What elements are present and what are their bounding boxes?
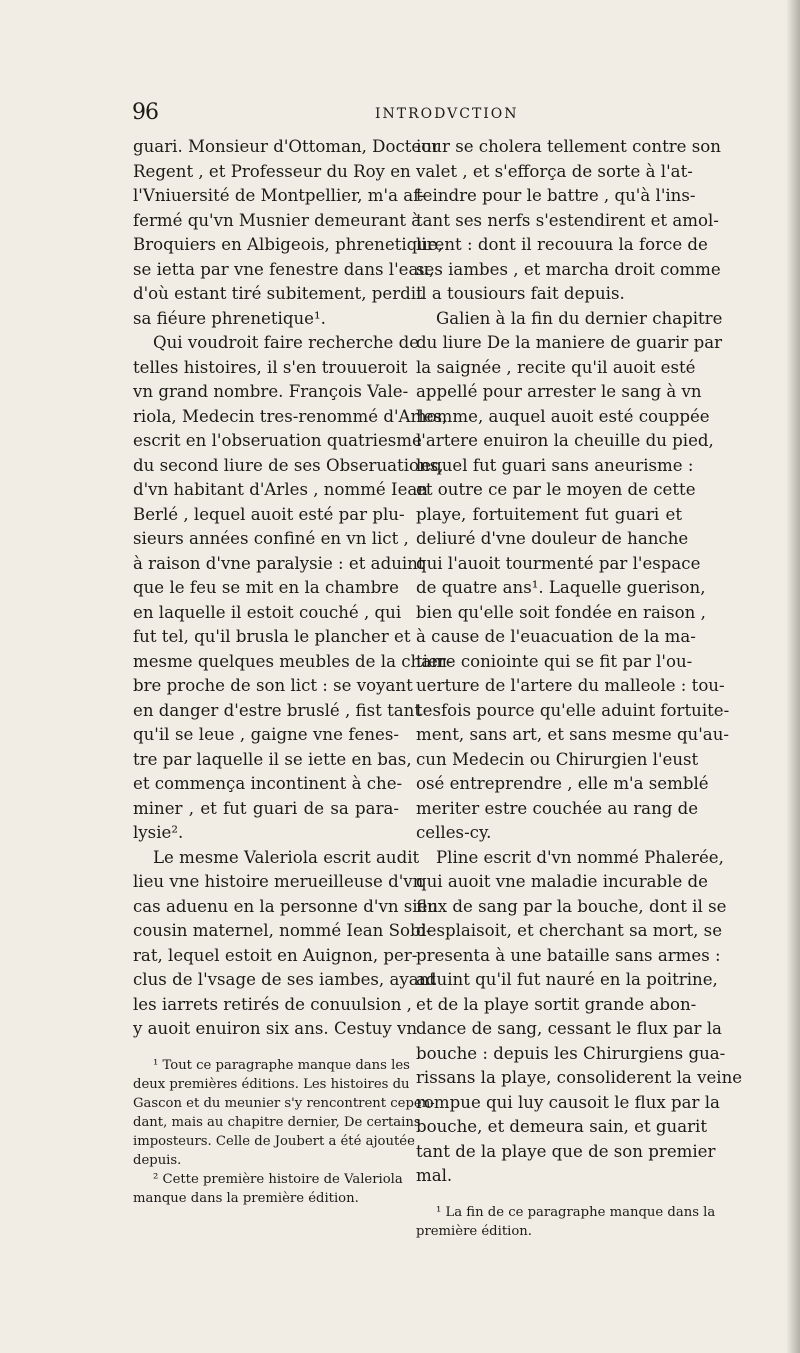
text-line: Berlé , lequel auoit esté par plu-: [133, 504, 405, 524]
text-line: cun Medecin ou Chirurgien l'eust: [416, 749, 699, 769]
text-line: desplaisoit, et cherchant sa mort, se: [416, 921, 723, 940]
text-line: sieurs années confiné en vn lict ,: [133, 529, 409, 548]
text-line: lequel fut guari sans aneurisme :: [416, 455, 694, 475]
right-column: [416, 135, 743, 1241]
text-line: fermé qu'vn Musnier demeurant à: [133, 210, 422, 230]
footnote-line: ¹ Tout ce paragraphe manque dans les: [153, 1057, 410, 1073]
text-line: ses iambes , et marcha droit comme: [416, 259, 721, 279]
text-line: miner , et fut guari de sa para-: [133, 798, 399, 818]
footnote-line: manque dans la première édition.: [133, 1190, 359, 1206]
footnote-line: ¹ La fin de ce paragraphe manque dans la: [436, 1204, 716, 1220]
text-line: tant de la playe que de son premier: [416, 1141, 716, 1161]
text-line: qu'il se leue , gaigne vne fenes-: [133, 725, 399, 744]
text-line: lirent : dont il recouura la force de: [416, 235, 708, 254]
text-line: cas aduenu en la personne d'vn sien: [133, 896, 439, 916]
text-line: homme, auquel auoit esté couppée: [416, 406, 710, 426]
text-line: fut tel, qu'il brusla le plancher et: [133, 627, 411, 646]
text-line: mal.: [416, 1166, 453, 1185]
footnote-line: dant, mais au chapitre dernier, De certains: [133, 1114, 421, 1130]
text-line: l'Vniuersité de Montpellier, m'a af-: [133, 186, 425, 205]
text-line: et de la playe sortit grande abon-: [416, 994, 697, 1014]
text-line: du liure De la maniere de guarir par: [416, 333, 723, 352]
text-line: d'vn habitant d'Arles , nommé Iean: [133, 480, 428, 499]
footnote-line: deux premières éditions. Les histoires du: [133, 1076, 410, 1092]
text-line: rat, lequel estoit en Auignon, per-: [133, 945, 418, 965]
text-line: Broquiers en Albigeois, phrenetique,: [133, 235, 444, 254]
text-line: en danger d'estre bruslé , fist tant: [133, 700, 422, 720]
footnote-gap: [133, 1042, 399, 1056]
text-line: vn grand nombre. François Vale-: [133, 382, 409, 401]
text-line: tant ses nerfs s'estendirent et amol-: [416, 210, 719, 230]
text-line: d'où estant tiré subitement, perdit: [133, 284, 423, 303]
text-line: ment, sans art, et sans mesme qu'au-: [416, 725, 729, 744]
text-line: guari. Monsieur d'Ottoman, Docteur: [133, 137, 440, 156]
text-line: y auoit enuiron six ans. Cestuy vn: [133, 1019, 418, 1038]
footnote: [133, 1056, 435, 1170]
text-line: Regent , et Professeur du Roy en: [133, 161, 411, 181]
text-line: lieu vne histoire merueilleuse d'vn: [133, 872, 424, 891]
text-line: dance de sang, cessant le flux par la: [416, 1019, 722, 1038]
text-line: aduint qu'il fut nauré en la poitrine,: [416, 970, 718, 989]
text-line: du second liure de ses Obseruations,: [133, 455, 444, 475]
text-line: flux de sang par la bouche, dont il se: [416, 896, 727, 916]
text-line: l'artere enuiron la cheuille du pied,: [416, 431, 714, 450]
text-line: à cause de l'euacuation de la ma-: [416, 627, 696, 646]
text-line: escrit en l'obseruation quatriesme: [133, 431, 422, 450]
text-line: qui auoit vne maladie incurable de: [416, 872, 708, 891]
text-line: Qui voudroit faire recherche de: [153, 333, 420, 352]
footnote-line: imposteurs. Celle de Joubert a été ajoutée: [133, 1133, 415, 1149]
text-line: que le feu se mit en la chambre: [133, 578, 399, 597]
footnote-gap: [416, 1189, 682, 1203]
text-line: bouche : depuis les Chirurgiens gua-: [416, 1043, 726, 1063]
footnote-line: Gascon et du meunier s'y rencontrent cepen-: [133, 1095, 435, 1111]
text-line: bien qu'elle soit fondée en raison ,: [416, 602, 706, 622]
text-line: de quatre ans¹. Laquelle guerison,: [416, 578, 706, 597]
text-line: deliuré d'vne douleur de hanche: [416, 529, 689, 548]
text-line: lysie².: [133, 823, 184, 842]
text-line: appellé pour arrester le sang à vn: [416, 382, 702, 401]
text-line: rompue qui luy causoit le flux par la: [416, 1092, 720, 1112]
paragraph: [133, 135, 444, 331]
text-line: tesfois pource qu'elle aduint fortuite-: [416, 700, 730, 720]
text-line: tre par laquelle il se iette en bas,: [133, 749, 412, 769]
text-line: sa fiéure phrenetique¹.: [133, 308, 326, 328]
text-line: teindre pour le battre , qu'à l'ins-: [416, 186, 696, 205]
paragraph: [416, 307, 730, 846]
footnote-line: première édition.: [416, 1223, 532, 1239]
text-line: meriter estre couchée au rang de: [416, 798, 699, 818]
text-line: se ietta par vne fenestre dans l'eau,: [133, 259, 435, 279]
text-line: valet , et s'efforça de sorte à l'at-: [416, 161, 693, 181]
footnote-line: depuis.: [133, 1152, 182, 1168]
text-line: presenta à une bataille sans armes :: [416, 945, 721, 965]
text-line: en laquelle il estoit couché , qui: [133, 602, 402, 622]
text-line: Le mesme Valeriola escrit audit: [153, 847, 420, 867]
text-line: à raison d'vne paralysie : et aduint: [133, 553, 425, 573]
text-line: clus de l'vsage de ses iambes, ayant: [133, 970, 436, 989]
text-line: telles histoires, il s'en trouueroit: [133, 357, 408, 377]
text-line: iour se cholera tellement contre son: [416, 137, 721, 156]
text-line: riola, Medecin tres-renommé d'Arles,: [133, 406, 448, 426]
running-head: INTRODVCTION: [375, 106, 519, 122]
text-line: celles-cy.: [416, 823, 492, 842]
paragraph: [416, 135, 721, 307]
text-line: tiere coniointe qui se fit par l'ou-: [416, 651, 693, 671]
text-line: playe, fortuitement fut guari et: [416, 504, 682, 524]
paragraph: [133, 846, 439, 1042]
text-line: Pline escrit d'vn nommé Phalerée,: [436, 847, 724, 867]
text-line: uerture de l'artere du malleole : tou-: [416, 676, 725, 695]
text-line: qui l'auoit tourmenté par l'espace: [416, 553, 701, 573]
text-line: la saignée , recite qu'il auoit esté: [416, 357, 696, 377]
paragraph: [416, 846, 743, 1189]
text-line: osé entreprendre , elle m'a semblé: [416, 774, 709, 793]
text-line: Galien à la fin du dernier chapitre: [436, 308, 723, 328]
text-line: et outre ce par le moyen de cette: [416, 480, 696, 499]
paragraph: [133, 331, 453, 846]
page-edge-shadow: [786, 0, 800, 1353]
text-line: bre proche de son lict : se voyant: [133, 676, 413, 695]
footnote: [133, 1170, 403, 1208]
text-line: rissans la playe, consoliderent la veine: [416, 1068, 743, 1087]
footnote-line: ² Cette première histoire de Valeriola: [153, 1171, 403, 1187]
text-line: il a tousiours fait depuis.: [416, 284, 625, 303]
text-line: et commença incontinent à che-: [133, 774, 403, 793]
text-line: cousin maternel, nommé Iean Sobi-: [133, 921, 432, 940]
text-line: les iarrets retirés de conuulsion ,: [133, 994, 412, 1014]
text-line: bouche, et demeura sain, et guarit: [416, 1117, 708, 1136]
footnote: [416, 1203, 716, 1241]
text-line: mesme quelques meubles de la cham-: [133, 651, 453, 671]
page-header: [132, 100, 692, 128]
page-number: 96: [132, 100, 158, 125]
